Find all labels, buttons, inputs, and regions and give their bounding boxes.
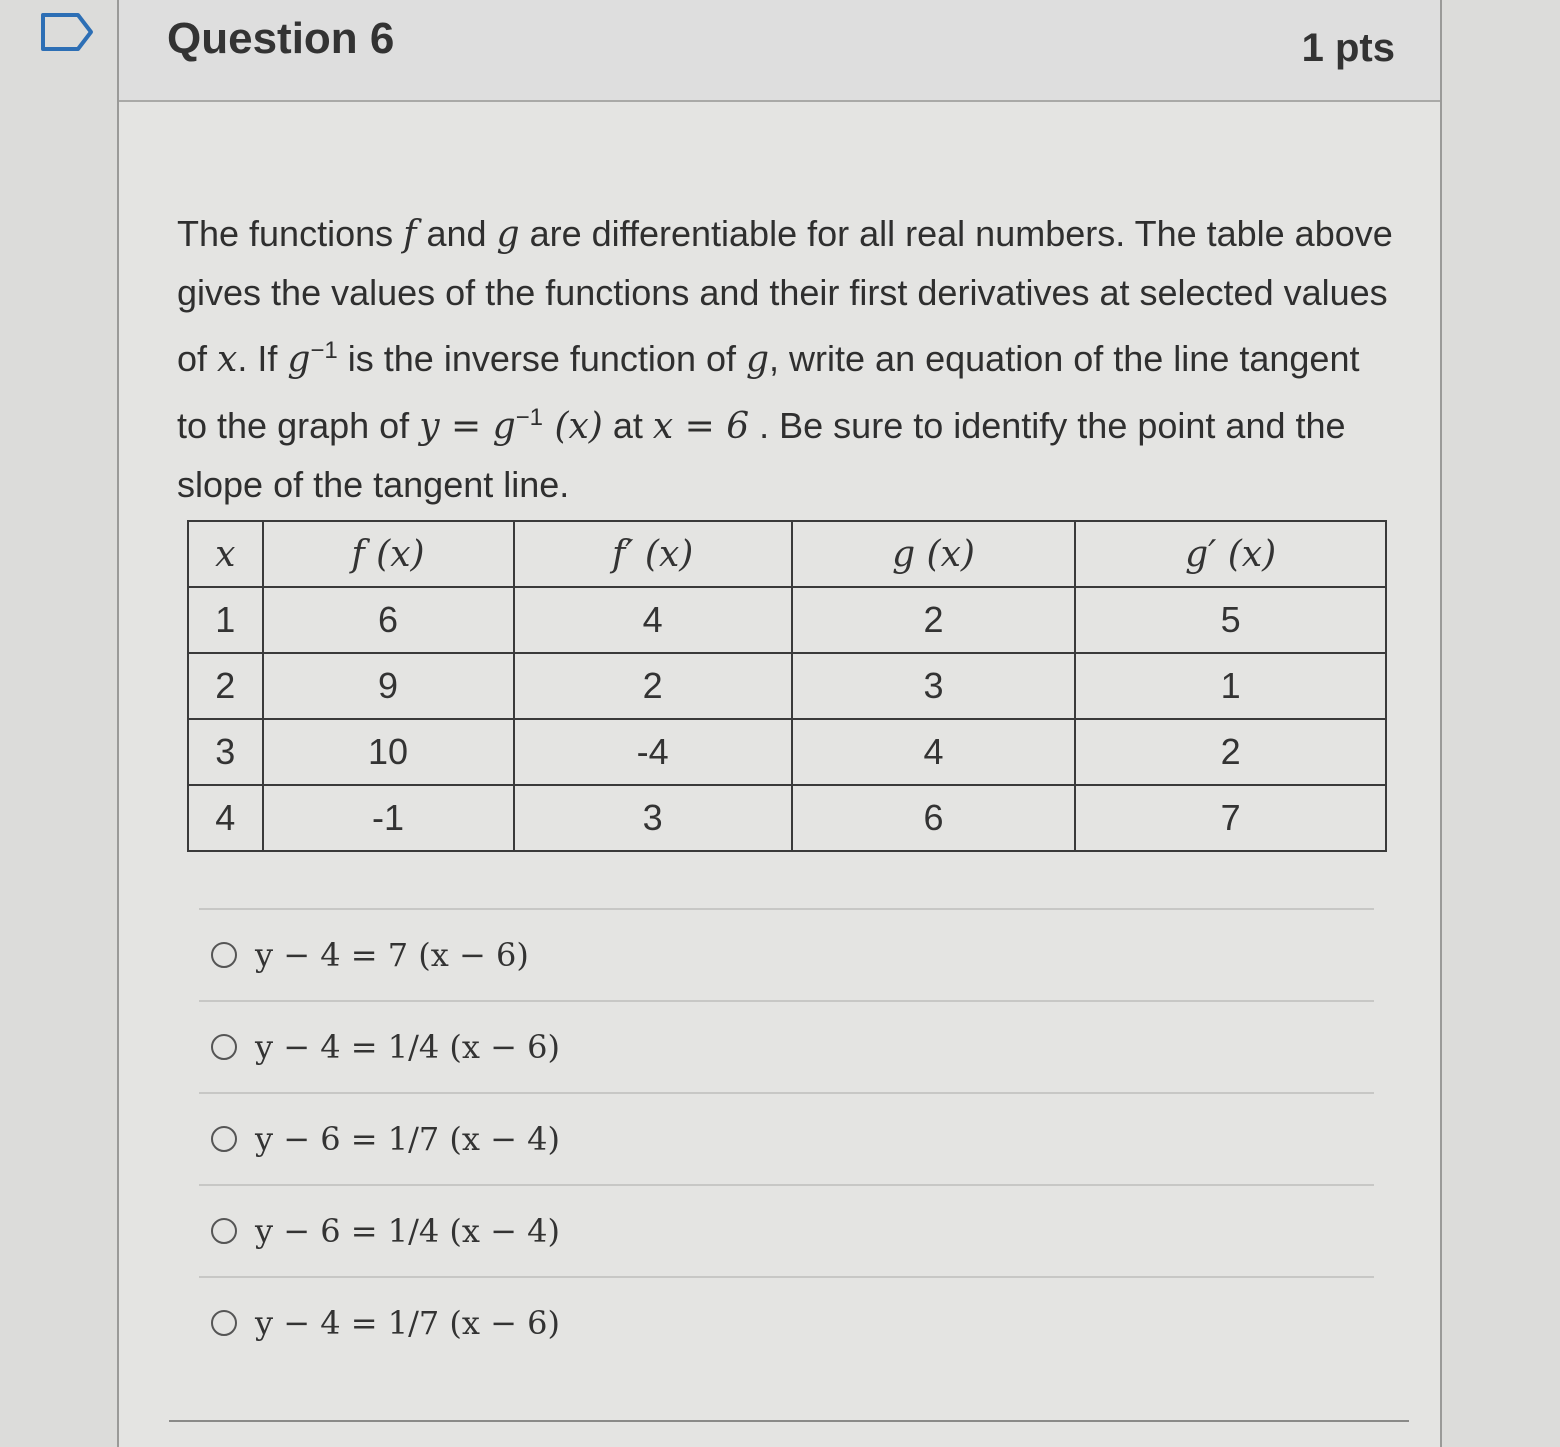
table-cell: 6 [792, 785, 1075, 851]
table-cell: 1 [188, 587, 263, 653]
table-row [188, 587, 1386, 653]
answer-choices [199, 908, 1374, 1368]
radio-button[interactable] [211, 942, 237, 968]
radio-button[interactable] [211, 1126, 237, 1152]
answer-option-1[interactable] [199, 908, 1374, 1000]
table-cell: 3 [792, 653, 1075, 719]
answer-label[interactable]: y − 6 = 1/7 (x − 4) [255, 1120, 560, 1158]
table-cell: 4 [188, 785, 263, 851]
table-cell: 3 [514, 785, 792, 851]
answer-label[interactable]: y − 4 = 7 (x − 6) [255, 936, 529, 974]
answer-option-2[interactable] [199, 1000, 1374, 1092]
table-cell: 2 [792, 587, 1075, 653]
radio-button[interactable] [211, 1218, 237, 1244]
values-table [187, 520, 1387, 852]
table-cell: 5 [1075, 587, 1386, 653]
question-header [119, 0, 1440, 102]
table-cell: 4 [792, 719, 1075, 785]
table-row [188, 785, 1386, 851]
table-cell: 9 [263, 653, 514, 719]
table-cell: 1 [1075, 653, 1386, 719]
question-prompt: The functions f and g are differentiable for all real numbers. The table above gives the values of the functions and their first derivatives at selected values of x. If $g^{-1}$ is the inverse function of g, write an equation of the line tangent to the graph of $y = g^{-1}$ (x) at x = 6 . Be sure to identify the point and the slope of the tangent line. [177, 213, 1393, 505]
answers-bottom-divider [169, 1420, 1409, 1422]
answer-option-4[interactable] [199, 1184, 1374, 1276]
table-row [188, 719, 1386, 785]
answer-option-3[interactable] [199, 1092, 1374, 1184]
table-row [188, 653, 1386, 719]
table-cell: -1 [263, 785, 514, 851]
col-header-g: g (x) [792, 521, 1075, 587]
table-cell: 6 [263, 587, 514, 653]
answer-label[interactable]: y − 4 = 1/4 (x − 6) [255, 1028, 560, 1066]
col-header-f: f (x) [263, 521, 514, 587]
answer-label[interactable]: y − 4 = 1/7 (x − 6) [255, 1304, 560, 1342]
table-header-row [188, 521, 1386, 587]
table-cell: 2 [1075, 719, 1386, 785]
question-title: Question 6 [167, 14, 395, 63]
question-points: 1 pts [1301, 26, 1395, 70]
flag-question-icon[interactable] [40, 12, 94, 52]
radio-button[interactable] [211, 1310, 237, 1336]
answer-label[interactable]: y − 6 = 1/4 (x − 4) [255, 1212, 560, 1250]
table-cell: 10 [263, 719, 514, 785]
question-card [117, 0, 1442, 1447]
col-header-gprime: g′ (x) [1075, 521, 1386, 587]
col-header-fprime: f′ (x) [514, 521, 792, 587]
table-cell: 2 [514, 653, 792, 719]
table-cell: 4 [514, 587, 792, 653]
table-cell: -4 [514, 719, 792, 785]
col-header-x: x [188, 521, 263, 587]
table-cell: 2 [188, 653, 263, 719]
table-cell: 7 [1075, 785, 1386, 851]
radio-button[interactable] [211, 1034, 237, 1060]
answer-option-5[interactable] [199, 1276, 1374, 1368]
table-cell: 3 [188, 719, 263, 785]
